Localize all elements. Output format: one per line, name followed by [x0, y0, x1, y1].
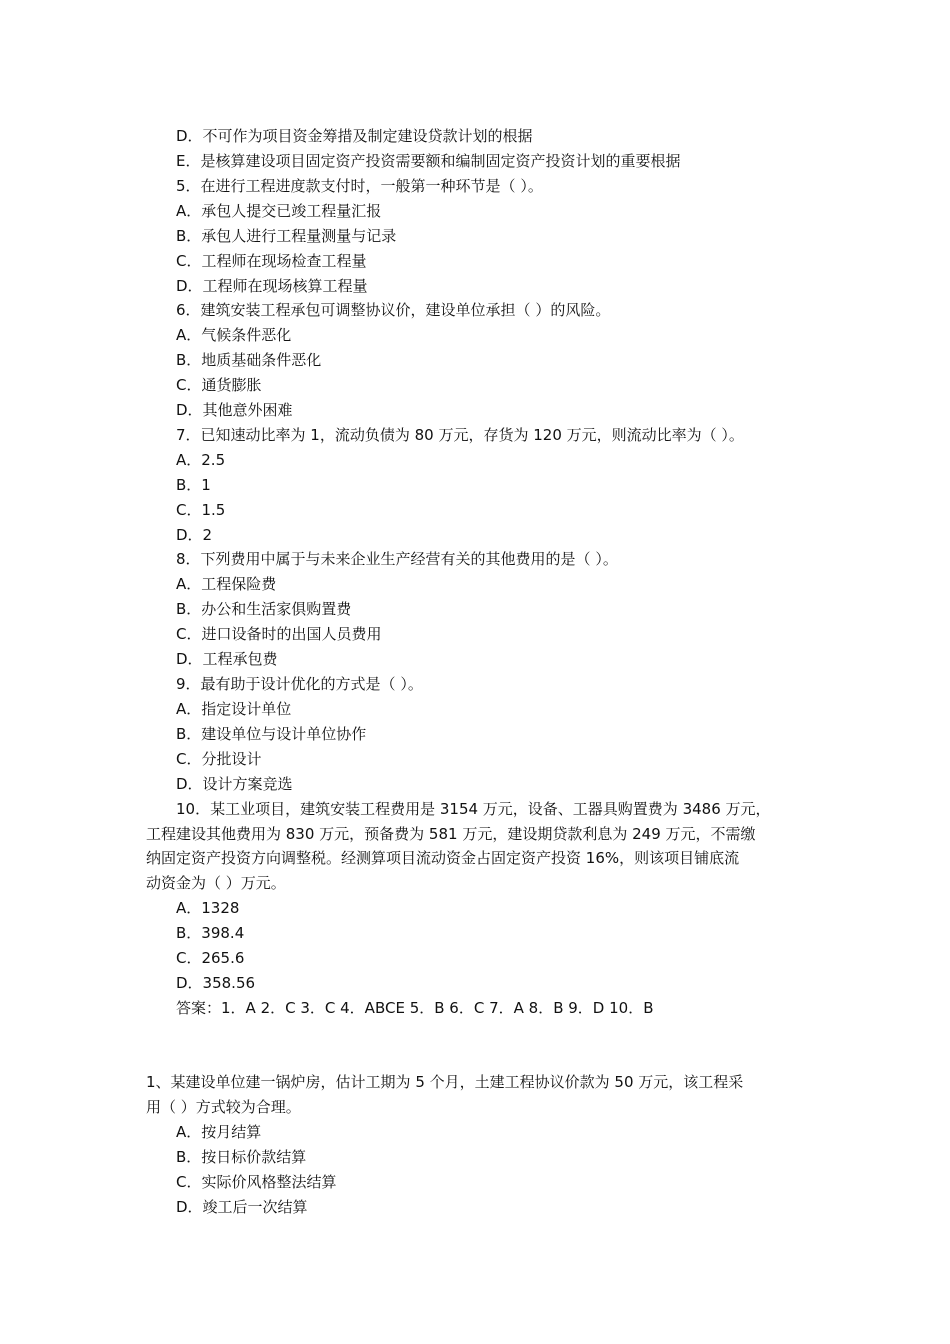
option-line: A．工程保险费	[176, 575, 277, 593]
option-line: B．办公和生活家俱购置费	[176, 600, 352, 618]
question-10-line-2: 工程建设其他费用为 830 万元，预备费为 581 万元，建设期贷款利息为 249 万元，不需缴	[146, 825, 756, 843]
option-line: C．进口设备时的出国人员费用	[176, 625, 382, 643]
question-10-line-4: 动资金为（ ）万元。	[146, 874, 286, 892]
question-line: 9．最有助于设计优化的方式是（ ）。	[176, 675, 423, 693]
option-line: B．1	[176, 476, 211, 494]
question-1-line-2: 用（ ）方式较为合理。	[146, 1098, 301, 1116]
option-line: E．是核算建设项目固定资产投资需要额和编制固定资产投资计划的重要根据	[176, 152, 681, 170]
option-line: C．1.5	[176, 501, 226, 519]
option-line: B．建设单位与设计单位协作	[176, 725, 367, 743]
option-line: D．2	[176, 526, 213, 544]
question-10-line-1: 10．某工业项目，建筑安装工程费用是 3154 万元，设备、工器具购置费为 3486 万元，	[176, 800, 771, 818]
option-line: A．气候条件恶化	[176, 326, 292, 344]
question-line: 7．已知速动比率为 1，流动负债为 80 万元，存货为 120 万元，则流动比率为（ ）。	[176, 426, 744, 444]
question-1-line-1: 1、某建设单位建一锅炉房，估计工期为 5 个月，土建工程协议价款为 50 万元，该工程采	[146, 1073, 744, 1091]
option-line: D．工程承包费	[176, 650, 278, 668]
option-line: D．其他意外困难	[176, 401, 293, 419]
option-line: A．2.5	[176, 451, 226, 469]
question-line: 6．建筑安装工程承包可调整协议价，建设单位承担（ ）的风险。	[176, 301, 611, 319]
question-line: 5．在进行工程进度款支付时，一般第一种环节是（ ）。	[176, 177, 543, 195]
option-line: B．承包人进行工程量测量与记录	[176, 227, 397, 245]
option-line: A．1328	[176, 899, 240, 917]
option-line: B．按日标价款结算	[176, 1148, 307, 1166]
option-line: D．设计方案竞选	[176, 775, 293, 793]
option-line: D．工程师在现场核算工程量	[176, 277, 368, 295]
option-line: B．地质基础条件恶化	[176, 351, 322, 369]
answer-key: 答案：1．A 2．C 3．C 4．ABCE 5．B 6．C 7．A 8．B 9．D 10．B	[176, 999, 654, 1017]
option-line: D．358.56	[176, 974, 256, 992]
option-line: D．不可作为项目资金筹措及制定建设贷款计划的根据	[176, 127, 533, 145]
option-line: C．工程师在现场检查工程量	[176, 252, 367, 270]
option-line: A．指定设计单位	[176, 700, 292, 718]
option-line: C．通货膨胀	[176, 376, 262, 394]
option-line: D．竣工后一次结算	[176, 1198, 308, 1216]
option-line: C．分批设计	[176, 750, 262, 768]
option-line: C．实际价风格整法结算	[176, 1173, 337, 1191]
option-line: C．265.6	[176, 949, 245, 967]
option-line: A．按月结算	[176, 1123, 262, 1141]
option-line: B．398.4	[176, 924, 245, 942]
option-line: A．承包人提交已竣工程量汇报	[176, 202, 382, 220]
question-line: 8．下列费用中属于与未来企业生产经营有关的其他费用的是（ ）。	[176, 550, 618, 568]
question-10-line-3: 纳固定资产投资方向调整税。经测算项目流动资金占固定资产投资 16%，则该项目铺底流	[146, 849, 740, 867]
